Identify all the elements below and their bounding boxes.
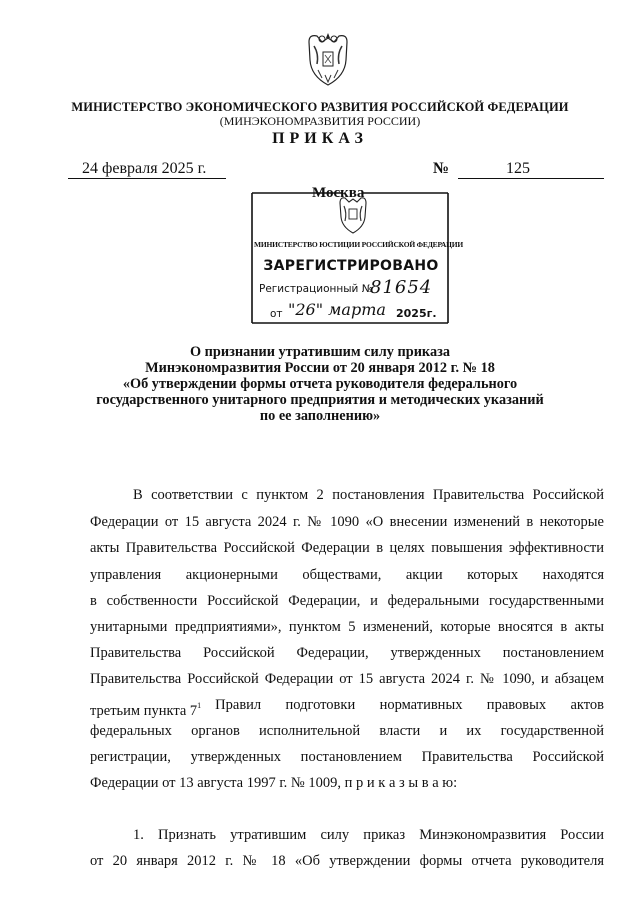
body-line: федеральных органов исполнительной власти и их государственной	[90, 723, 604, 739]
body-line: унитарными предприятиями», пунктом 5 изменений, которые вносятся в акты	[90, 619, 604, 635]
ministry-name: МИНИСТЕРСТВО ЭКОНОМИЧЕСКОГО РАЗВИТИЯ РОССИЙСКОЙ ФЕДЕРАЦИИ	[71, 100, 569, 114]
stamp-date-label: от	[270, 308, 283, 320]
body-line: Правительства Российской Федерации от 15 августа 2024 г. № 1090, и абзацем	[90, 671, 604, 687]
body-line: в собственности Российской Федерации, и федеральными государственными	[90, 593, 604, 609]
body-line: В соответствии с пунктом 2 постановления Правительства Российской	[133, 487, 604, 503]
ministry-short-name: (МИНЭКОНОМРАЗВИТИЯ РОССИИ)	[219, 114, 421, 128]
superscript: 1	[197, 701, 202, 710]
stamp-registration-number: 81654	[370, 277, 433, 298]
stamp-date-value: "26" марта	[288, 300, 386, 319]
number-sign: №	[433, 160, 450, 177]
stamp-registration-label: Регистрационный №	[259, 283, 373, 295]
title-line: по ее заполнению»	[259, 408, 381, 424]
body-line: Федерации от 15 августа 2024 г. № 1090 «О внесении изменений в некоторые	[90, 514, 604, 530]
document-number: 125	[458, 160, 604, 179]
title-line: «Об утверждении формы отчета руководителя федерального	[122, 376, 518, 392]
body-line: регистрации, утвержденных постановлением Правительства Российской	[90, 749, 604, 765]
body-line: Федерации от 13 августа 1997 г. № 1009, п р и к а з ы в а ю:	[90, 775, 458, 791]
body-line: Правительства Российской Федерации, утвержденных постановлением	[90, 645, 604, 661]
document-date: 24 февраля 2025 г.	[68, 160, 226, 179]
item-1-line: 1. Признать утратившим силу приказ Минэкономразвития России	[133, 827, 604, 843]
title-line: Минэкономразвития России от 20 января 2012 г. № 18	[145, 360, 495, 376]
coat-of-arms-emblem	[305, 30, 351, 88]
city-name: Москва	[312, 185, 365, 201]
body-line: управления акционерными обществами, акции которых находятся	[90, 567, 604, 583]
body-line: акты Правительства Российской Федерации в целях повышения эффективности	[90, 540, 604, 556]
stamp-registered-label: ЗАРЕГИСТРИРОВАНО	[263, 258, 439, 274]
title-line: О признании утратившим силу приказа	[189, 344, 451, 360]
title-line: государственного унитарного предприятия и методических указаний	[96, 392, 544, 408]
stamp-emblem-icon	[340, 198, 366, 233]
body-line-start: третьим пункта $7^1$	[90, 701, 202, 719]
body-line	[90, 697, 604, 720]
document-type: ПРИКАЗ	[272, 130, 368, 147]
body-line-end: Правил подготовки нормативных правовых актов	[215, 697, 604, 713]
item-1-line: от 20 января 2012 г. № 18 «Об утверждении формы отчета руководителя	[90, 853, 604, 869]
stamp-ministry-name: МИНИСТЕРСТВО ЮСТИЦИИ РОССИЙСКОЙ ФЕДЕРАЦИИ	[254, 240, 463, 249]
stamp-date-year: 2025г.	[396, 307, 437, 320]
